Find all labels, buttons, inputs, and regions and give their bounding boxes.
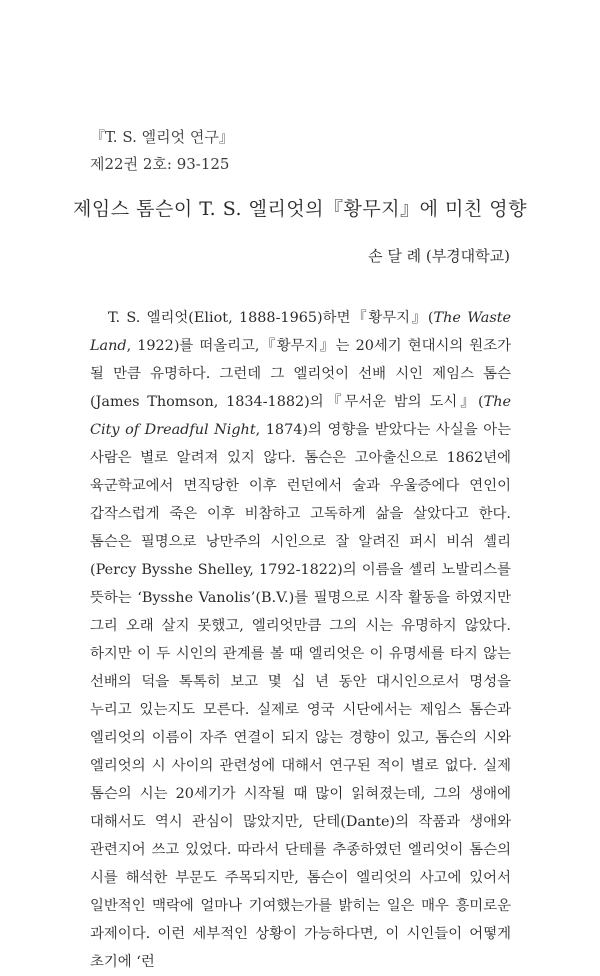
body-text-1: T. S. 엘리엇(Eliot, 1888-1965)하면『황무지』(: [108, 310, 434, 327]
article-author: 손 달 례 (부경대학교): [368, 247, 510, 265]
italic-title-waste-land: The Waste Land: [90, 310, 512, 355]
italic-title-city-of-dreadful-night: The City of Dreadful Night: [90, 394, 511, 439]
body-text-2: , 1922)를 떠올리고,『황무지』는 20세기 현대시의 원조가 될 만큼 유명하다. 그런데 그 엘리엇이 선배 시인 제임스 톰슨(James Thomson, 1834-1882)의『무서운 밤의 도시』(: [90, 338, 511, 411]
journal-issue: 제22권 2호: 93-125: [90, 155, 230, 173]
article-title: 제임스 톰슨이 T. S. 엘리엇의『황무지』에 미친 영향: [73, 198, 527, 220]
journal-header: [90, 124, 234, 178]
body-text-3: , 1874)의 영향을 받았다는 사실을 아는 사람은 별로 알려져 있지 않다. 톰슨은 고아출신으로 1862년에 육군학교에서 면직당한 이후 런던에서 술과 우울증에다 연인이 갑작스럽게 죽은 이후 비참하고 고독하게 삶을 살았다고 한다. 톰슨은 필명으로 낭만주의 시인으로 잘 알려진 퍼시 비쉬 셸리(Percy Bysshe Shelley, 1792-1822)의 이름을 셸리 노발리스를 뜻하는 ‘Bysshe Vanolis’(B.V.)를 필명으로 시작 활동을 하였지만 그리 오래 살지 못했고, 엘리엇만큼 그의 시는 유명하지 않았다. 하지만 이 두 시인의 관계를 볼 때 엘리엇은 이 유명세를 타지 않는 선배의 덕을 톡톡히 보고 몇 십 년 동안 대시인으로서 명성을 누리고 있는지도 모른다. 실제로 영국 시단에서는 제임스 톰슨과 엘리엇의 이름이 자주 연결이 되지 않는 경향이 있고, 톰슨의 시와 엘리엇의 시 사이의 관련성에 대해서 연구된 적이 별로 없다. 실제 톰슨의 시는 20세기가 시작될 때 많이 읽혀졌는데, 그의 생애에 대해서도 역시 관심이 많았지만, 단테(Dante)의 작품과 생애와 관련지어 쓰고 있었다. 따라서 단테를 추종하였던 엘리엇이 톰슨의 시를 해석한 부문도 주목되지만, 톰슨이 엘리엇의 사고에 있어서 일반적인 맥락에 얼마나 기여했는가를 밝히는 일은 매우 흥미로운 과제이다. 이런 세부적인 상황이 가능하다면, 이 시인들이 어떻게 초기에 ‘런: [90, 422, 511, 971]
journal-name: 『T. S. 엘리엇 연구』: [90, 128, 234, 146]
body-paragraph: [90, 304, 511, 976]
